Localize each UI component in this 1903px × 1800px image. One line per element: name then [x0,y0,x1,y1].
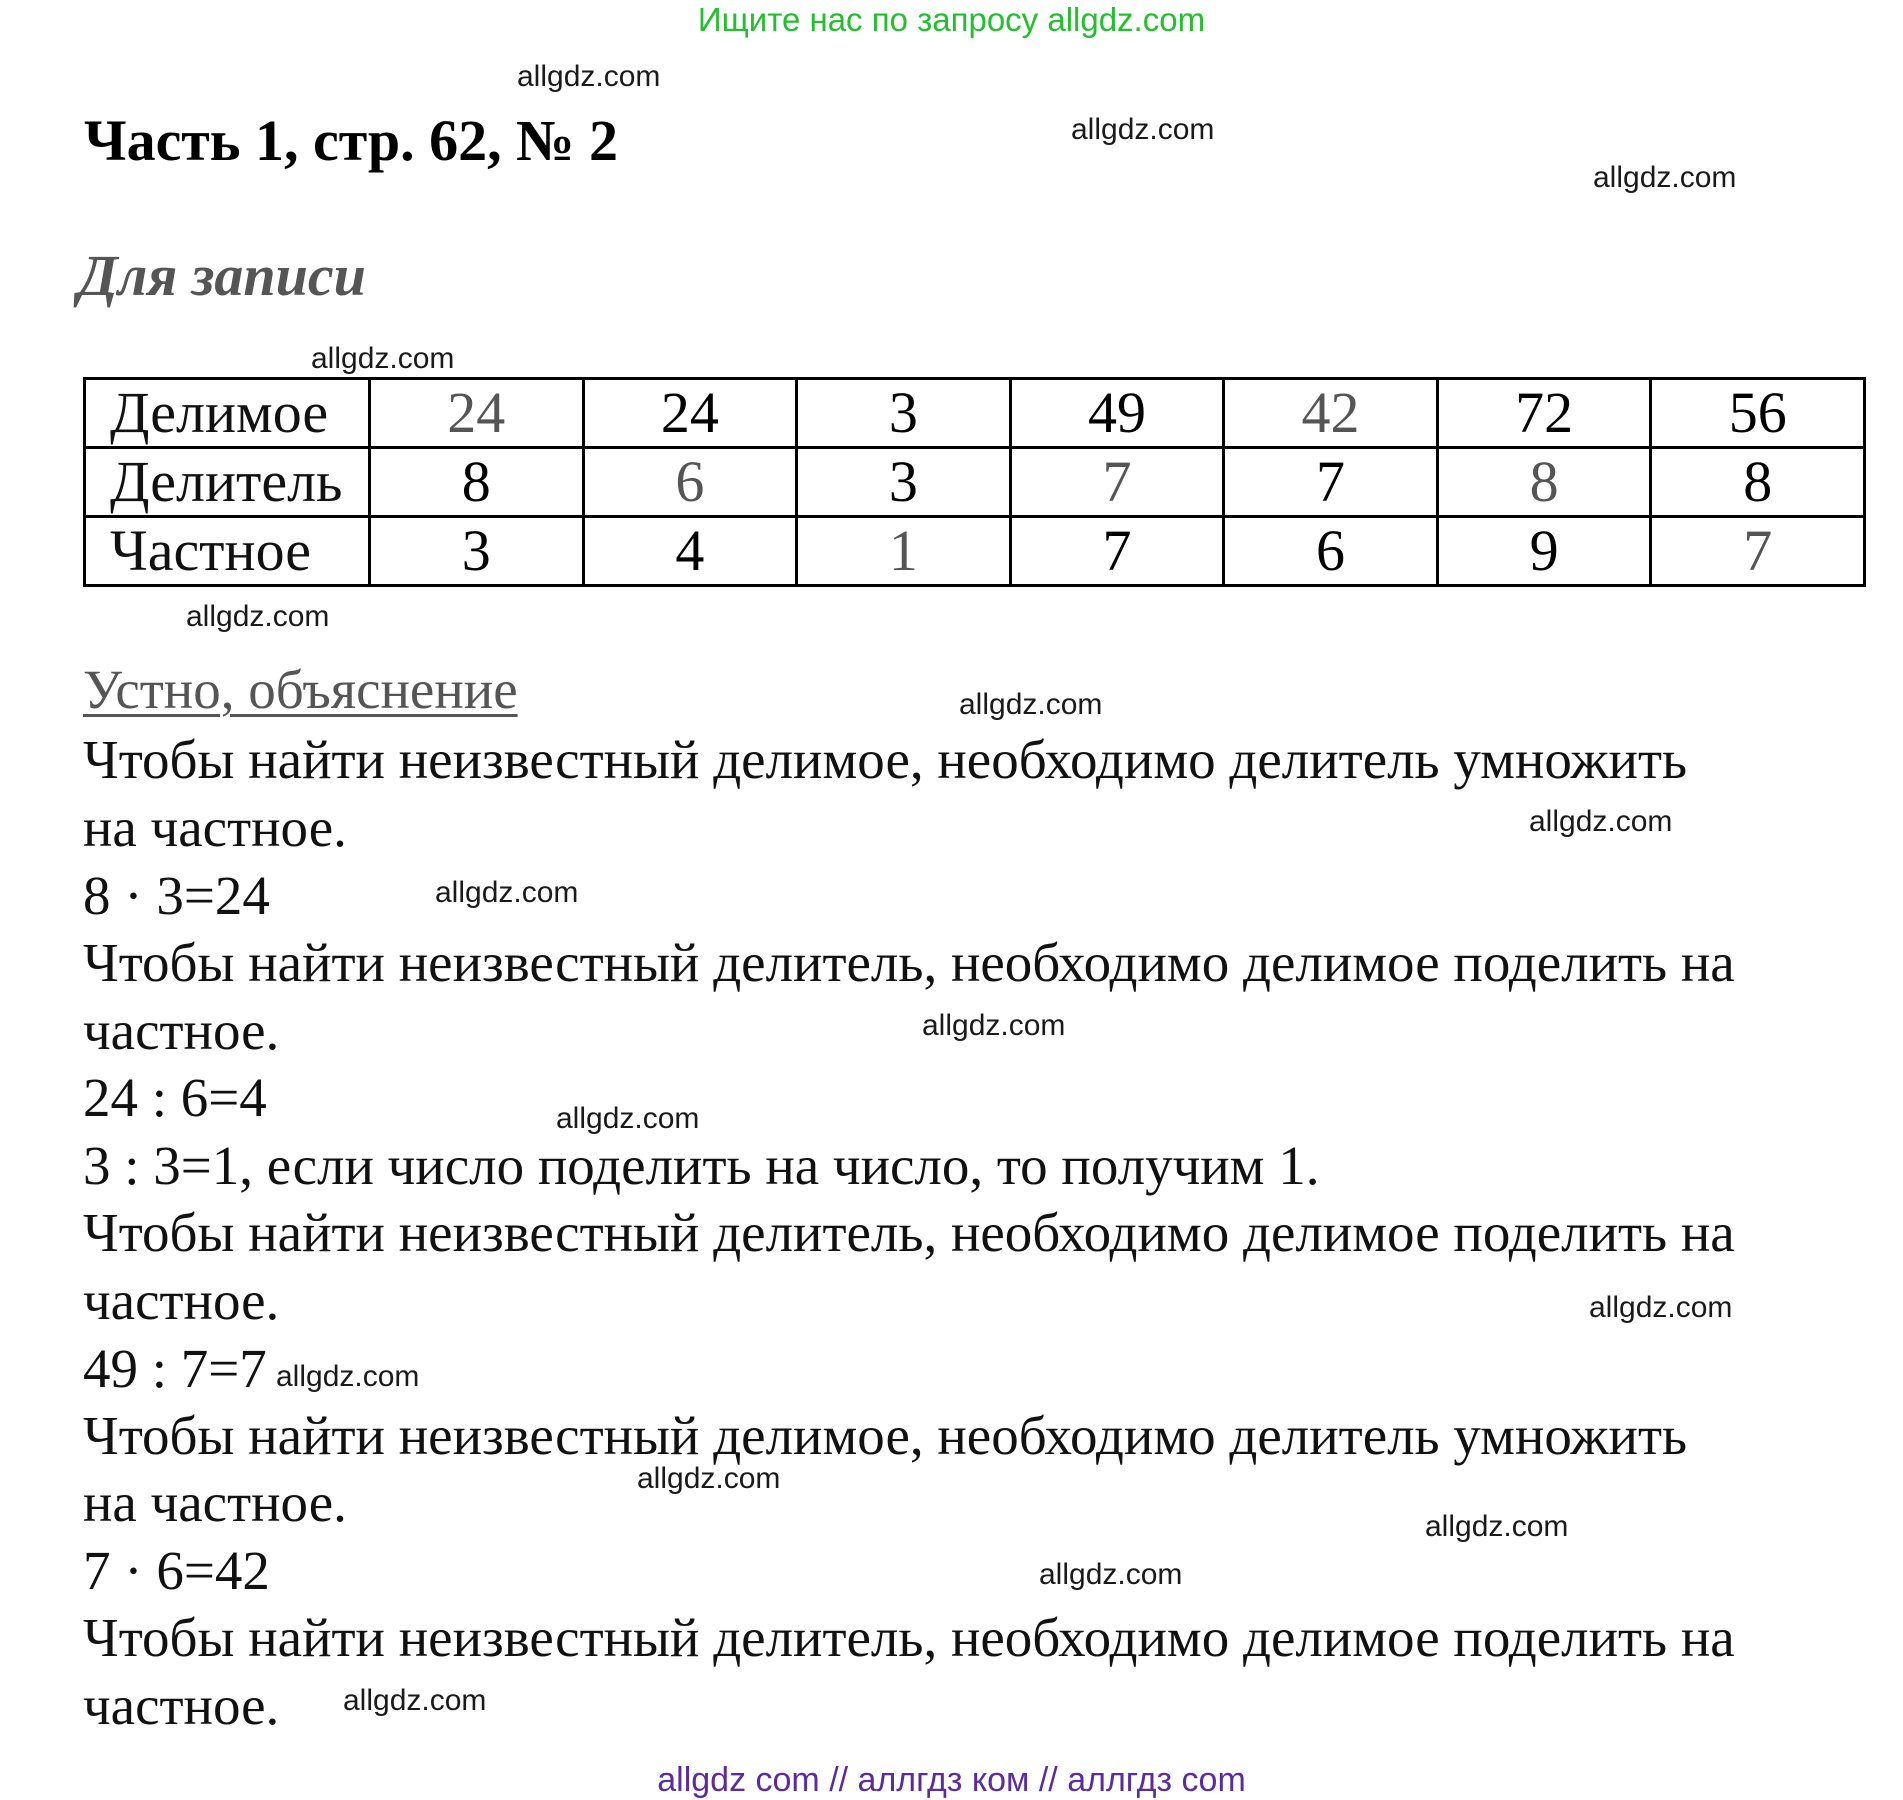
equation-line: 49 : 7=7 [83,1338,267,1399]
watermark: allgdz.com [517,60,661,93]
section-subtitle: Для записи [78,243,366,308]
table-cell: 24 [370,379,584,448]
explanation-line: Чтобы найти неизвестный делимое, необходимо делитель умножить [83,1405,1688,1466]
table-cell: 8 [1437,448,1651,517]
equation-line: 3 : 3=1, если число поделить на число, то получим 1. [83,1135,1320,1196]
watermark: allgdz.com [311,342,455,375]
watermark: allgdz.com [343,1684,487,1717]
watermark: allgdz.com [1529,805,1673,838]
table-cell: 8 [370,448,584,517]
watermark: allgdz.com [1071,113,1215,146]
watermark: allgdz.com [1589,1291,1733,1324]
row-label: Частное [85,517,370,586]
table-cell: 49 [1010,379,1224,448]
table-cell: 3 [370,517,584,586]
watermark: allgdz.com [637,1462,781,1495]
table-cell: 8 [1651,448,1865,517]
explanation-line: частное. [83,1000,280,1061]
explanation-line: Чтобы найти неизвестный делитель, необходимо делимое поделить на [83,1607,1735,1668]
page-title: Часть 1, стр. 62, № 2 [84,108,618,173]
equation-line: 7 · 6=42 [83,1540,270,1601]
table-cell: 56 [1651,379,1865,448]
watermark: allgdz.com [959,688,1103,721]
division-table [83,377,1866,587]
table-cell: 7 [1010,517,1224,586]
table-cell: 6 [1224,517,1438,586]
explanation-line: Чтобы найти неизвестный делитель, необходимо делимое поделить на [83,932,1735,993]
table-cell: 4 [583,517,797,586]
row-label: Делимое [85,379,370,448]
table-cell: 42 [1224,379,1438,448]
equation-line: 8 · 3=24 [83,865,270,926]
table-cell: 9 [1437,517,1651,586]
search-banner: Ищите нас по запросу allgdz.com [697,1,1206,38]
footer-links: allgdz com // аллгдз ком // аллгдз com [657,1761,1246,1799]
table-cell: 7 [1010,448,1224,517]
table-cell: 3 [797,379,1011,448]
watermark: allgdz.com [1425,1510,1569,1543]
table-cell: 72 [1437,379,1651,448]
table-cell: 7 [1651,517,1865,586]
explanation-line: на частное. [83,797,347,858]
row-label: Делитель [85,448,370,517]
explanation-line: Чтобы найти неизвестный делимое, необходимо делитель умножить [83,729,1688,790]
watermark: allgdz.com [186,600,330,633]
table-cell: 3 [797,448,1011,517]
explanation-line: частное. [83,1270,280,1331]
equation-line: 24 : 6=4 [83,1067,267,1128]
table-cell: 6 [583,448,797,517]
watermark: allgdz.com [276,1360,420,1393]
table-row-quotient [85,517,1865,586]
watermark: allgdz.com [435,876,579,909]
table-cell: 24 [583,379,797,448]
explanation-line: частное. [83,1675,280,1736]
oral-heading: Устно, объяснение [83,659,518,720]
table-row-dividend [85,379,1865,448]
watermark: allgdz.com [1039,1558,1183,1591]
watermark: allgdz.com [1593,161,1737,194]
table-cell: 7 [1224,448,1438,517]
table-row-divisor [85,448,1865,517]
watermark: allgdz.com [556,1102,700,1135]
explanation-line: Чтобы найти неизвестный делитель, необходимо делимое поделить на [83,1202,1735,1263]
explanation-line: на частное. [83,1472,347,1533]
table-cell: 1 [797,517,1011,586]
watermark: allgdz.com [922,1009,1066,1042]
